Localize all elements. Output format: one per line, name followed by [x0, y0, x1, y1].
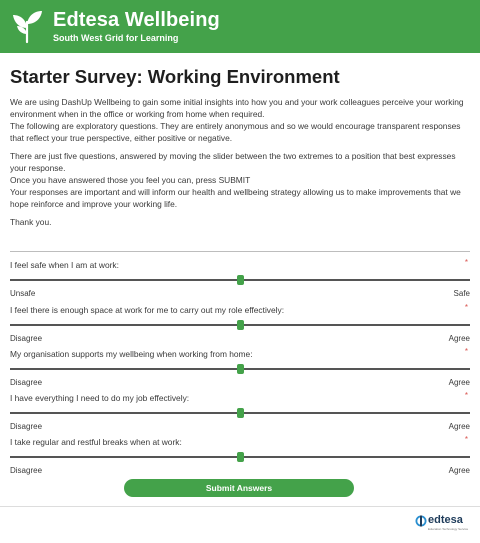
leaf-sprout-icon: [9, 8, 45, 44]
footer-brand: edtesa: [428, 514, 463, 526]
edtesa-logo-icon: [415, 515, 427, 527]
slider-max-label: Safe: [453, 289, 470, 298]
intro-paragraph: The following are exploratory questions. They are entirely anonymous and so we would encourage transparent responses that reflect your true perspective, either positive or negative.: [10, 121, 461, 143]
slider-thumb[interactable]: [237, 408, 244, 418]
brand-subtitle: South West Grid for Learning: [53, 33, 179, 43]
response-slider[interactable]: [10, 452, 470, 462]
intro-paragraph: There are just five questions, answered by moving the slider between the two extremes to a position that best expresses your response.: [10, 151, 456, 173]
app-header: [0, 0, 480, 53]
response-slider[interactable]: [10, 408, 470, 418]
footer-tagline: Education Technology Service: [428, 527, 469, 531]
required-marker: *: [464, 435, 468, 444]
slider-min-label: Disagree: [10, 378, 43, 387]
slider-max-label: Agree: [448, 334, 470, 343]
slider-min-label: Disagree: [10, 422, 43, 431]
divider: [10, 251, 470, 252]
slider-min-label: Disagree: [10, 334, 43, 343]
question-label: I feel safe when I am at work:: [10, 260, 119, 270]
question-label: I take regular and restful breaks when at work:: [10, 437, 182, 447]
intro-paragraph: Your responses are important and will inform our health and wellbeing strategy allowing us to make improvements that we hope reinforce and improve your working life.: [10, 187, 461, 209]
required-marker: *: [464, 303, 468, 312]
intro-paragraph: Once you have answered those you feel you can, press SUBMIT: [10, 175, 251, 185]
response-slider[interactable]: [10, 275, 470, 285]
brand-title: Edtesa Wellbeing: [53, 9, 220, 31]
question-label: I feel there is enough space at work for me to carry out my role effectively:: [10, 305, 285, 315]
question-5: [10, 437, 470, 481]
question-label: My organisation supports my wellbeing when working from home:: [10, 349, 253, 359]
slider-max-label: Agree: [448, 378, 470, 387]
slider-max-label: Agree: [448, 422, 470, 431]
footer-divider: [0, 506, 480, 507]
question-2: [10, 305, 470, 349]
response-slider[interactable]: [10, 364, 470, 374]
page-title: Starter Survey: Working Environment: [10, 66, 340, 87]
question-label: I have everything I need to do my job effectively:: [10, 393, 190, 403]
response-slider[interactable]: [10, 320, 470, 330]
required-marker: *: [464, 391, 468, 400]
question-1: [10, 260, 470, 304]
slider-min-label: Unsafe: [10, 289, 36, 298]
slider-min-label: Disagree: [10, 466, 43, 475]
slider-max-label: Agree: [448, 466, 470, 475]
slider-thumb[interactable]: [237, 364, 244, 374]
required-marker: *: [464, 258, 468, 267]
slider-thumb[interactable]: [237, 275, 244, 285]
submit-answers-button[interactable]: Submit Answers: [124, 479, 354, 497]
question-4: [10, 393, 470, 437]
question-3: [10, 349, 470, 393]
slider-thumb[interactable]: [237, 320, 244, 330]
footer-logo: [415, 514, 473, 534]
slider-thumb[interactable]: [237, 452, 244, 462]
intro-paragraph: Thank you.: [10, 217, 52, 227]
required-marker: *: [464, 347, 468, 356]
survey-intro: [10, 96, 472, 228]
intro-paragraph: We are using DashUp Wellbeing to gain some initial insights into how you and your work colleagues perceive your working environment when in the office or working from home when required.: [10, 97, 464, 119]
